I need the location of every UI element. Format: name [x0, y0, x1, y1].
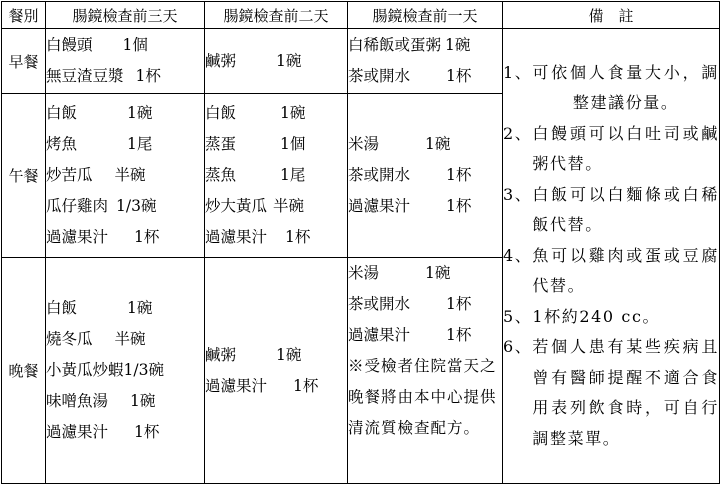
header-day-3: 腸鏡檢查前三天 — [46, 2, 205, 29]
menu-item: 茶或開水 1杯 — [348, 295, 472, 313]
lunch-day-2 — [205, 94, 348, 258]
breakfast-row — [2, 29, 720, 94]
meal-dinner: 晚餐 — [2, 258, 46, 484]
note-item: 6、 若個人患有某些疾病且曾有醫師提醒不適合食用表列飲食時，可自行調整菜單。 — [503, 337, 719, 448]
menu-item: 茶或開水 1杯 — [348, 166, 472, 184]
menu-item: 米湯 1碗 — [348, 264, 451, 282]
menu-item: 燒冬瓜 半碗 — [46, 330, 146, 348]
lunch-day-1 — [348, 94, 503, 258]
menu-item: 小黃瓜炒蝦1/3碗 — [46, 361, 164, 379]
breakfast-day-2 — [205, 29, 348, 94]
dinner-day-2 — [205, 258, 348, 484]
note-item: 3、 白飯可以白麵條或白稀飯代替。 — [503, 184, 719, 235]
menu-item: 米湯 1碗 — [348, 135, 451, 153]
meal-breakfast: 早餐 — [2, 29, 46, 94]
menu-item: 烤魚 1尾 — [46, 135, 153, 153]
breakfast-day-1 — [348, 29, 503, 94]
menu-item: 白饅頭 1個 — [46, 36, 148, 54]
menu-item: 過濾果汁 1杯 — [348, 197, 472, 215]
header-meal: 餐別 — [2, 2, 46, 29]
breakfast-day-3 — [46, 29, 205, 94]
note-item: 2、 白饅頭可以白吐司或鹹粥代替。 — [503, 123, 719, 174]
meal-lunch: 午餐 — [2, 94, 46, 258]
menu-item: 瓜仔雞肉 1/3碗 — [46, 197, 157, 215]
menu-item: 白稀飯或蛋粥 1碗 — [348, 36, 471, 54]
menu-item: 過濾果汁 1杯 — [348, 326, 472, 344]
menu-item: 茶或開水 1杯 — [348, 67, 472, 85]
menu-item: 蒸蛋 1個 — [205, 135, 306, 153]
header-day-1: 腸鏡檢查前一天 — [348, 2, 503, 29]
dinner-day-1 — [348, 258, 503, 484]
header-row — [2, 2, 720, 29]
menu-item: 白飯 1碗 — [46, 299, 153, 317]
menu-item: 過濾果汁 1杯 — [46, 228, 160, 246]
menu-item: 炒苦瓜 半碗 — [46, 166, 146, 184]
note-item: 1、 可依個人食量大小，調整建議份量。 — [503, 62, 719, 113]
menu-item: 過濾果汁 1杯 — [205, 376, 319, 395]
lunch-day-3 — [46, 94, 205, 258]
menu-item: 白飯 1碗 — [46, 104, 153, 122]
note-item: 5、 1杯約240 cc。 — [503, 306, 661, 326]
menu-item: 蒸魚 1尾 — [205, 166, 306, 184]
header-notes: 備 註 — [503, 2, 720, 29]
menu-item: 鹹粥 1碗 — [205, 51, 302, 70]
menu-item: 白飯 1碗 — [205, 104, 306, 122]
menu-item: 過濾果汁 1杯 — [46, 423, 160, 441]
menu-item: 味噌魚湯 1碗 — [46, 392, 156, 410]
diet-schedule-table — [1, 1, 720, 484]
menu-item: 炒大黃瓜 半碗 — [205, 197, 305, 215]
menu-item: 過濾果汁 1杯 — [205, 228, 311, 246]
note-item: 4、 魚可以雞肉或蛋或豆腐代替。 — [503, 245, 719, 296]
menu-item: 無豆渣豆漿 1杯 — [46, 67, 161, 85]
notes-cell — [503, 29, 720, 484]
header-day-2: 腸鏡檢查前二天 — [205, 2, 348, 29]
dinner-day-3 — [46, 258, 205, 484]
inpatient-dinner-note: ※受檢者住院當天之晚餐將由本中心提供清流質檢查配方。 — [348, 357, 497, 437]
menu-item: 鹹粥 1碗 — [205, 345, 302, 364]
